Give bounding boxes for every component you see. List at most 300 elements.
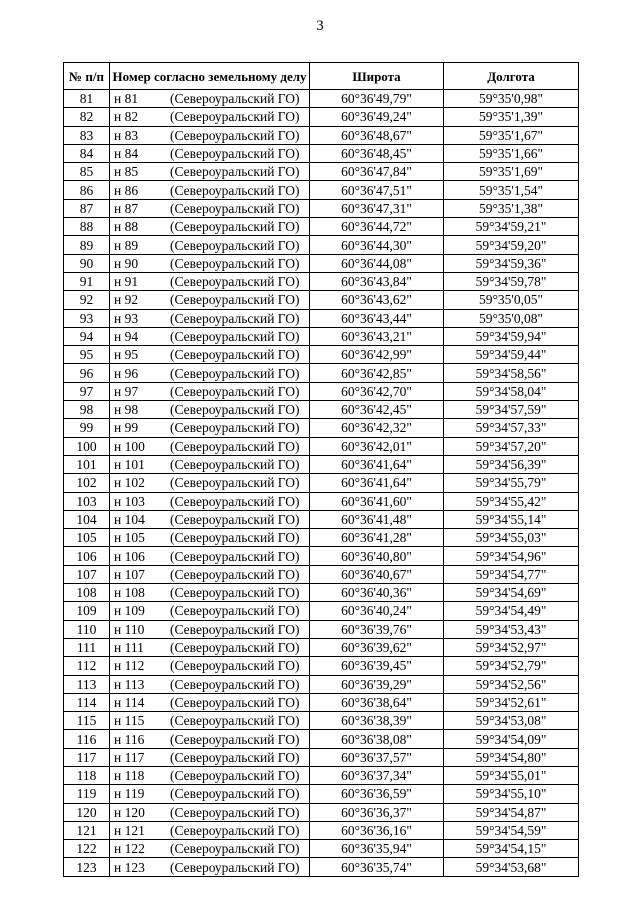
longitude-cell: 59°34'54,77" — [444, 565, 579, 583]
table-row — [64, 602, 579, 620]
land-record-cell — [110, 840, 310, 858]
point-id: н 118 — [114, 768, 145, 784]
district-name: (Североуральский ГО) — [170, 109, 300, 125]
row-number: 102 — [64, 474, 110, 492]
latitude-cell: 60°36'44,72" — [310, 218, 444, 236]
district-name: (Североуральский ГО) — [170, 566, 300, 582]
table-row — [64, 364, 579, 382]
row-number: 98 — [64, 401, 110, 419]
row-number: 112 — [64, 657, 110, 675]
row-number: 94 — [64, 327, 110, 345]
land-record-cell — [110, 529, 310, 547]
latitude-cell: 60°36'39,29" — [310, 675, 444, 693]
land-record-cell — [110, 748, 310, 766]
latitude-cell: 60°36'48,67" — [310, 126, 444, 144]
point-id: н 110 — [114, 621, 145, 637]
point-id: н 112 — [114, 658, 145, 674]
land-record-cell — [110, 437, 310, 455]
table-row — [64, 272, 579, 290]
latitude-cell: 60°36'42,70" — [310, 382, 444, 400]
land-record-cell — [110, 803, 310, 821]
row-number: 118 — [64, 766, 110, 784]
table-row — [64, 730, 579, 748]
table-row — [64, 638, 579, 656]
row-number: 123 — [64, 858, 110, 876]
district-name: (Североуральский ГО) — [170, 731, 300, 747]
table-row — [64, 620, 579, 638]
district-name: (Североуральский ГО) — [170, 694, 300, 710]
table-row — [64, 693, 579, 711]
latitude-cell: 60°36'36,37" — [310, 803, 444, 821]
point-id: н 94 — [114, 329, 139, 344]
point-id: н 88 — [114, 219, 139, 235]
point-id: н 115 — [114, 713, 145, 729]
land-record-cell — [110, 90, 310, 108]
longitude-cell: 59°34'52,61" — [444, 693, 579, 711]
land-record-cell — [110, 693, 310, 711]
latitude-cell: 60°36'43,21" — [310, 327, 444, 345]
longitude-cell: 59°35'1,38" — [444, 199, 579, 217]
table-row — [64, 840, 579, 858]
district-name: (Североуральский ГО) — [170, 548, 300, 564]
row-number: 116 — [64, 730, 110, 748]
latitude-cell: 60°36'36,16" — [310, 821, 444, 839]
longitude-cell: 59°34'54,59" — [444, 821, 579, 839]
point-id: н 86 — [114, 182, 139, 198]
row-number: 114 — [64, 693, 110, 711]
land-record-cell — [110, 510, 310, 528]
district-name: (Североуральский ГО) — [170, 511, 300, 527]
page-number: 3 — [316, 18, 324, 34]
latitude-cell: 60°36'47,31" — [310, 199, 444, 217]
table-row — [64, 346, 579, 364]
district-name: (Североуральский ГО) — [170, 91, 300, 107]
longitude-cell: 59°34'53,08" — [444, 712, 579, 730]
latitude-cell: 60°36'35,94" — [310, 840, 444, 858]
longitude-cell: 59°34'56,39" — [444, 455, 579, 473]
district-name: (Североуральский ГО) — [170, 420, 300, 436]
longitude-cell: 59°34'59,78" — [444, 272, 579, 290]
district-name: (Североуральский ГО) — [170, 274, 300, 290]
row-number: 109 — [64, 602, 110, 620]
point-id: н 87 — [114, 200, 139, 216]
point-id: н 123 — [114, 859, 145, 875]
longitude-cell: 59°34'54,69" — [444, 584, 579, 602]
point-id: н 109 — [114, 603, 145, 619]
latitude-cell: 60°36'49,24" — [310, 108, 444, 126]
point-id: н 90 — [114, 255, 139, 271]
longitude-cell: 59°34'59,20" — [444, 236, 579, 254]
point-id: н 103 — [114, 493, 145, 509]
row-number: 122 — [64, 840, 110, 858]
latitude-cell: 60°36'49,79" — [310, 90, 444, 108]
land-record-cell — [110, 584, 310, 602]
latitude-cell: 60°36'42,32" — [310, 419, 444, 437]
header-number: № п/п — [64, 63, 110, 90]
point-id: н 100 — [114, 438, 145, 454]
table-row — [64, 547, 579, 565]
longitude-cell: 59°34'55,14" — [444, 510, 579, 528]
longitude-cell: 59°35'1,66" — [444, 144, 579, 162]
latitude-cell: 60°36'39,76" — [310, 620, 444, 638]
longitude-cell: 59°34'52,79" — [444, 657, 579, 675]
longitude-cell: 59°34'52,56" — [444, 675, 579, 693]
row-number: 95 — [64, 346, 110, 364]
district-name: (Североуральский ГО) — [170, 475, 300, 491]
row-number: 99 — [64, 419, 110, 437]
row-number: 81 — [64, 90, 110, 108]
row-number: 82 — [64, 108, 110, 126]
district-name: (Североуральский ГО) — [170, 200, 300, 216]
land-record-cell — [110, 291, 310, 309]
point-id: н 82 — [114, 109, 139, 125]
longitude-cell: 59°35'1,39" — [444, 108, 579, 126]
latitude-cell: 60°36'42,01" — [310, 437, 444, 455]
latitude-cell: 60°36'38,08" — [310, 730, 444, 748]
row-number: 107 — [64, 565, 110, 583]
district-name: (Североуральский ГО) — [170, 310, 300, 326]
point-id: н 121 — [114, 823, 145, 839]
land-record-cell — [110, 108, 310, 126]
district-name: (Североуральский ГО) — [170, 768, 300, 784]
point-id: н 83 — [114, 127, 139, 143]
district-name: (Североуральский ГО) — [170, 347, 300, 363]
point-id: н 92 — [114, 292, 139, 308]
land-record-cell — [110, 565, 310, 583]
table-row — [64, 291, 579, 309]
land-record-cell — [110, 785, 310, 803]
row-number: 100 — [64, 437, 110, 455]
header-longitude: Долгота — [444, 63, 579, 90]
latitude-cell: 60°36'40,67" — [310, 565, 444, 583]
row-number: 88 — [64, 218, 110, 236]
longitude-cell: 59°34'54,87" — [444, 803, 579, 821]
land-record-cell — [110, 163, 310, 181]
land-record-cell — [110, 821, 310, 839]
land-record-cell — [110, 236, 310, 254]
table-row — [64, 181, 579, 199]
longitude-cell: 59°34'53,68" — [444, 858, 579, 876]
table-row — [64, 254, 579, 272]
longitude-cell: 59°34'54,96" — [444, 547, 579, 565]
point-id: н 93 — [114, 310, 139, 326]
header-land-record: Номер согласно земельному делу — [110, 63, 310, 90]
land-record-cell — [110, 327, 310, 345]
latitude-cell: 60°36'40,36" — [310, 584, 444, 602]
row-number: 119 — [64, 785, 110, 803]
district-name: (Североуральский ГО) — [170, 127, 300, 143]
longitude-cell: 59°34'59,21" — [444, 218, 579, 236]
row-number: 91 — [64, 272, 110, 290]
longitude-cell: 59°34'54,09" — [444, 730, 579, 748]
longitude-cell: 59°34'52,97" — [444, 638, 579, 656]
latitude-cell: 60°36'38,64" — [310, 693, 444, 711]
latitude-cell: 60°36'38,39" — [310, 712, 444, 730]
land-record-cell — [110, 382, 310, 400]
longitude-cell: 59°34'59,36" — [444, 254, 579, 272]
latitude-cell: 60°36'42,99" — [310, 346, 444, 364]
longitude-cell: 59°34'57,20" — [444, 437, 579, 455]
table-row — [64, 474, 579, 492]
land-record-cell — [110, 218, 310, 236]
table-row — [64, 163, 579, 181]
coordinates-table — [63, 62, 579, 877]
table-row — [64, 437, 579, 455]
land-record-cell — [110, 272, 310, 290]
district-name: (Североуральский ГО) — [170, 182, 300, 198]
latitude-cell: 60°36'40,24" — [310, 602, 444, 620]
table-row — [64, 766, 579, 784]
longitude-cell: 59°34'54,15" — [444, 840, 579, 858]
land-record-cell — [110, 144, 310, 162]
point-id: н 120 — [114, 804, 145, 820]
row-number: 97 — [64, 382, 110, 400]
latitude-cell: 60°36'37,57" — [310, 748, 444, 766]
land-record-cell — [110, 474, 310, 492]
point-id: н 99 — [114, 420, 139, 436]
table-row — [64, 584, 579, 602]
table-row — [64, 455, 579, 473]
table-row — [64, 199, 579, 217]
row-number: 90 — [64, 254, 110, 272]
land-record-cell — [110, 364, 310, 382]
land-record-cell — [110, 181, 310, 199]
latitude-cell: 60°36'41,60" — [310, 492, 444, 510]
row-number: 108 — [64, 584, 110, 602]
district-name: (Североуральский ГО) — [170, 329, 300, 344]
row-number: 105 — [64, 529, 110, 547]
district-name: (Североуральский ГО) — [170, 640, 300, 656]
table-row — [64, 657, 579, 675]
land-record-cell — [110, 455, 310, 473]
land-record-cell — [110, 126, 310, 144]
table-row — [64, 858, 579, 876]
land-record-cell — [110, 730, 310, 748]
land-record-cell — [110, 401, 310, 419]
row-number: 121 — [64, 821, 110, 839]
row-number: 113 — [64, 675, 110, 693]
point-id: н 104 — [114, 511, 145, 527]
point-id: н 84 — [114, 146, 139, 162]
district-name: (Североуральский ГО) — [170, 749, 300, 765]
row-number: 120 — [64, 803, 110, 821]
land-record-cell — [110, 638, 310, 656]
longitude-cell: 59°34'55,79" — [444, 474, 579, 492]
land-record-cell — [110, 858, 310, 876]
row-number: 117 — [64, 748, 110, 766]
table-header-row — [64, 63, 579, 90]
longitude-cell: 59°34'57,33" — [444, 419, 579, 437]
longitude-cell: 59°34'53,43" — [444, 620, 579, 638]
latitude-cell: 60°36'41,64" — [310, 455, 444, 473]
district-name: (Североуральский ГО) — [170, 713, 300, 729]
latitude-cell: 60°36'39,62" — [310, 638, 444, 656]
district-name: (Североуральский ГО) — [170, 237, 300, 253]
land-record-cell — [110, 602, 310, 620]
table-row — [64, 382, 579, 400]
district-name: (Североуральский ГО) — [170, 457, 300, 473]
table-row — [64, 492, 579, 510]
longitude-cell: 59°35'0,08" — [444, 309, 579, 327]
table-row — [64, 108, 579, 126]
table-row — [64, 327, 579, 345]
point-id: н 89 — [114, 237, 139, 253]
longitude-cell: 59°35'1,54" — [444, 181, 579, 199]
table-row — [64, 565, 579, 583]
district-name: (Североуральский ГО) — [170, 823, 300, 839]
row-number: 104 — [64, 510, 110, 528]
land-record-cell — [110, 657, 310, 675]
row-number: 103 — [64, 492, 110, 510]
row-number: 106 — [64, 547, 110, 565]
table-row — [64, 236, 579, 254]
latitude-cell: 60°36'42,85" — [310, 364, 444, 382]
district-name: (Североуральский ГО) — [170, 383, 300, 399]
longitude-cell: 59°35'0,98" — [444, 90, 579, 108]
table-row — [64, 218, 579, 236]
latitude-cell: 60°36'42,45" — [310, 401, 444, 419]
district-name: (Североуральский ГО) — [170, 219, 300, 235]
land-record-cell — [110, 254, 310, 272]
row-number: 96 — [64, 364, 110, 382]
longitude-cell: 59°34'55,10" — [444, 785, 579, 803]
district-name: (Североуральский ГО) — [170, 859, 300, 875]
district-name: (Североуральский ГО) — [170, 292, 300, 308]
longitude-cell: 59°34'55,42" — [444, 492, 579, 510]
point-id: н 108 — [114, 585, 145, 601]
table-row — [64, 419, 579, 437]
point-id: н 105 — [114, 530, 145, 546]
land-record-cell — [110, 199, 310, 217]
point-id: н 101 — [114, 457, 145, 473]
point-id: н 91 — [114, 274, 139, 290]
latitude-cell: 60°36'40,80" — [310, 547, 444, 565]
latitude-cell: 60°36'43,84" — [310, 272, 444, 290]
table-row — [64, 712, 579, 730]
longitude-cell: 59°34'54,80" — [444, 748, 579, 766]
point-id: н 81 — [114, 91, 139, 107]
latitude-cell: 60°36'47,84" — [310, 163, 444, 181]
land-record-cell — [110, 309, 310, 327]
latitude-cell: 60°36'43,44" — [310, 309, 444, 327]
row-number: 111 — [64, 638, 110, 656]
district-name: (Североуральский ГО) — [170, 603, 300, 619]
row-number: 84 — [64, 144, 110, 162]
point-id: н 113 — [114, 676, 145, 692]
table-row — [64, 90, 579, 108]
point-id: н 107 — [114, 566, 145, 582]
row-number: 83 — [64, 126, 110, 144]
point-id: н 106 — [114, 548, 145, 564]
point-id: н 96 — [114, 365, 139, 381]
longitude-cell: 59°35'0,05" — [444, 291, 579, 309]
point-id: н 98 — [114, 402, 139, 418]
district-name: (Североуральский ГО) — [170, 146, 300, 162]
land-record-cell — [110, 547, 310, 565]
point-id: н 97 — [114, 383, 139, 399]
table-body — [64, 90, 579, 877]
row-number: 101 — [64, 455, 110, 473]
table-row — [64, 803, 579, 821]
table-row — [64, 785, 579, 803]
point-id: н 102 — [114, 475, 145, 491]
latitude-cell: 60°36'35,74" — [310, 858, 444, 876]
longitude-cell: 59°35'1,69" — [444, 163, 579, 181]
row-number: 115 — [64, 712, 110, 730]
latitude-cell: 60°36'41,64" — [310, 474, 444, 492]
land-record-cell — [110, 492, 310, 510]
table-row — [64, 309, 579, 327]
table-row — [64, 144, 579, 162]
point-id: н 85 — [114, 164, 139, 180]
district-name: (Североуральский ГО) — [170, 585, 300, 601]
district-name: (Североуральский ГО) — [170, 841, 300, 857]
district-name: (Североуральский ГО) — [170, 786, 300, 802]
latitude-cell: 60°36'48,45" — [310, 144, 444, 162]
row-number: 89 — [64, 236, 110, 254]
latitude-cell: 60°36'41,48" — [310, 510, 444, 528]
district-name: (Североуральский ГО) — [170, 676, 300, 692]
district-name: (Североуральский ГО) — [170, 365, 300, 381]
district-name: (Североуральский ГО) — [170, 438, 300, 454]
longitude-cell: 59°34'57,59" — [444, 401, 579, 419]
point-id: н 116 — [114, 731, 145, 747]
latitude-cell: 60°36'36,59" — [310, 785, 444, 803]
district-name: (Североуральский ГО) — [170, 402, 300, 418]
point-id: н 95 — [114, 347, 139, 363]
row-number: 87 — [64, 199, 110, 217]
district-name: (Североуральский ГО) — [170, 804, 300, 820]
point-id: н 119 — [114, 786, 145, 802]
table-row — [64, 821, 579, 839]
latitude-cell: 60°36'44,08" — [310, 254, 444, 272]
district-name: (Североуральский ГО) — [170, 164, 300, 180]
latitude-cell: 60°36'47,51" — [310, 181, 444, 199]
latitude-cell: 60°36'41,28" — [310, 529, 444, 547]
longitude-cell: 59°34'59,94" — [444, 327, 579, 345]
land-record-cell — [110, 766, 310, 784]
point-id: н 114 — [114, 694, 145, 710]
point-id: н 111 — [114, 640, 144, 656]
latitude-cell: 60°36'39,45" — [310, 657, 444, 675]
longitude-cell: 59°35'1,67" — [444, 126, 579, 144]
longitude-cell: 59°34'58,04" — [444, 382, 579, 400]
land-record-cell — [110, 712, 310, 730]
point-id: н 117 — [114, 749, 145, 765]
longitude-cell: 59°34'55,03" — [444, 529, 579, 547]
row-number: 86 — [64, 181, 110, 199]
land-record-cell — [110, 419, 310, 437]
district-name: (Североуральский ГО) — [170, 255, 300, 271]
latitude-cell: 60°36'44,30" — [310, 236, 444, 254]
table-row — [64, 748, 579, 766]
table-row — [64, 126, 579, 144]
land-record-cell — [110, 346, 310, 364]
longitude-cell: 59°34'55,01" — [444, 766, 579, 784]
longitude-cell: 59°34'58,56" — [444, 364, 579, 382]
district-name: (Североуральский ГО) — [170, 658, 300, 674]
latitude-cell: 60°36'43,62" — [310, 291, 444, 309]
table-row — [64, 529, 579, 547]
district-name: (Североуральский ГО) — [170, 621, 300, 637]
land-record-cell — [110, 620, 310, 638]
land-record-cell — [110, 675, 310, 693]
district-name: (Североуральский ГО) — [170, 530, 300, 546]
table-row — [64, 675, 579, 693]
row-number: 92 — [64, 291, 110, 309]
longitude-cell: 59°34'59,44" — [444, 346, 579, 364]
header-latitude: Широта — [310, 63, 444, 90]
